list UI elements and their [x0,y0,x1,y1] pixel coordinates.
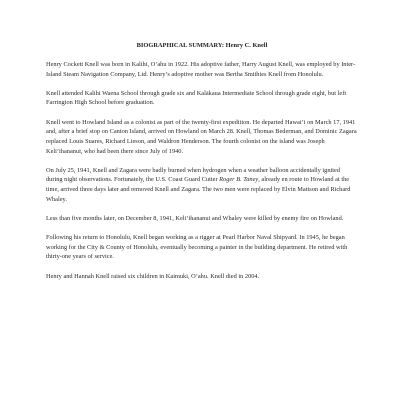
document-body [46,41,358,291]
ship-name: Roger B. Taney [219,176,259,184]
paragraph-enemy-fire: Less than five months later, on December 8, 1941, Keli’ihananui and Whaley were killed by enemy fire on Howland. [46,214,344,222]
paragraph-birth: Henry Cockett Knell was born in Kalihi, O’ahu in 1922. His adoptive father, Harry August Knell, was employed by Inter-Island Steam Navigation Company, Ltd. Henry’s adoptive mother was Bertha Smithies Knell from Honolulu. [46,61,356,78]
paragraph-balloon-accident [46,166,358,204]
paragraph-family: Henry and Hannah Knell raised six children in Kaimuki, O’ahu. Knell died in 2004. [46,272,260,280]
document-title: BIOGRAPHICAL SUMMARY: Henry C. Knell [136,42,268,49]
accident-text-after: , already en route to Howland at the time, arrived three days later and removed Knell and Zagara. The two men were replaced by Elvin Mattson and Richard Whaley. [46,176,351,203]
paragraph-education: Knell attended Kalihi Waena School through grade six and Kalākaua Intermediate School through grade eight, but left Farrington High School before graduation. [46,89,347,107]
accident-text-before: On July 25, 1941, Knell and Zagara were badly burned when hydrogen when a weather balloon accidentally ignited during night observations. Fortunately, the U.S. Coast Guard Cutter [46,166,341,184]
paragraph-career: Following his return to Honolulu, Knell began working as a rigger at Pearl Harbor Naval Shipyard. In 1945, he began working for the City & County of Honolulu, eventually becoming a painter in the building department. He retired with thirty-one years of service. [46,234,348,261]
paragraph-howland-expedition: Knell went to Howland Island as a colonist as part of the twenty-first expedition. He departed Hawai’i on March 17, 1941 and, after a brief stop on Canton Island, arrived on Howland on March 28. Knell, Thomas Bederman, and Dominic Zagara replaced Louis Suares, Richard Lieson, and Waldron Henderson. The fourth colonist on the island was Joseph Keli’ihananui, who had been there since July of 1940. [46,118,357,155]
